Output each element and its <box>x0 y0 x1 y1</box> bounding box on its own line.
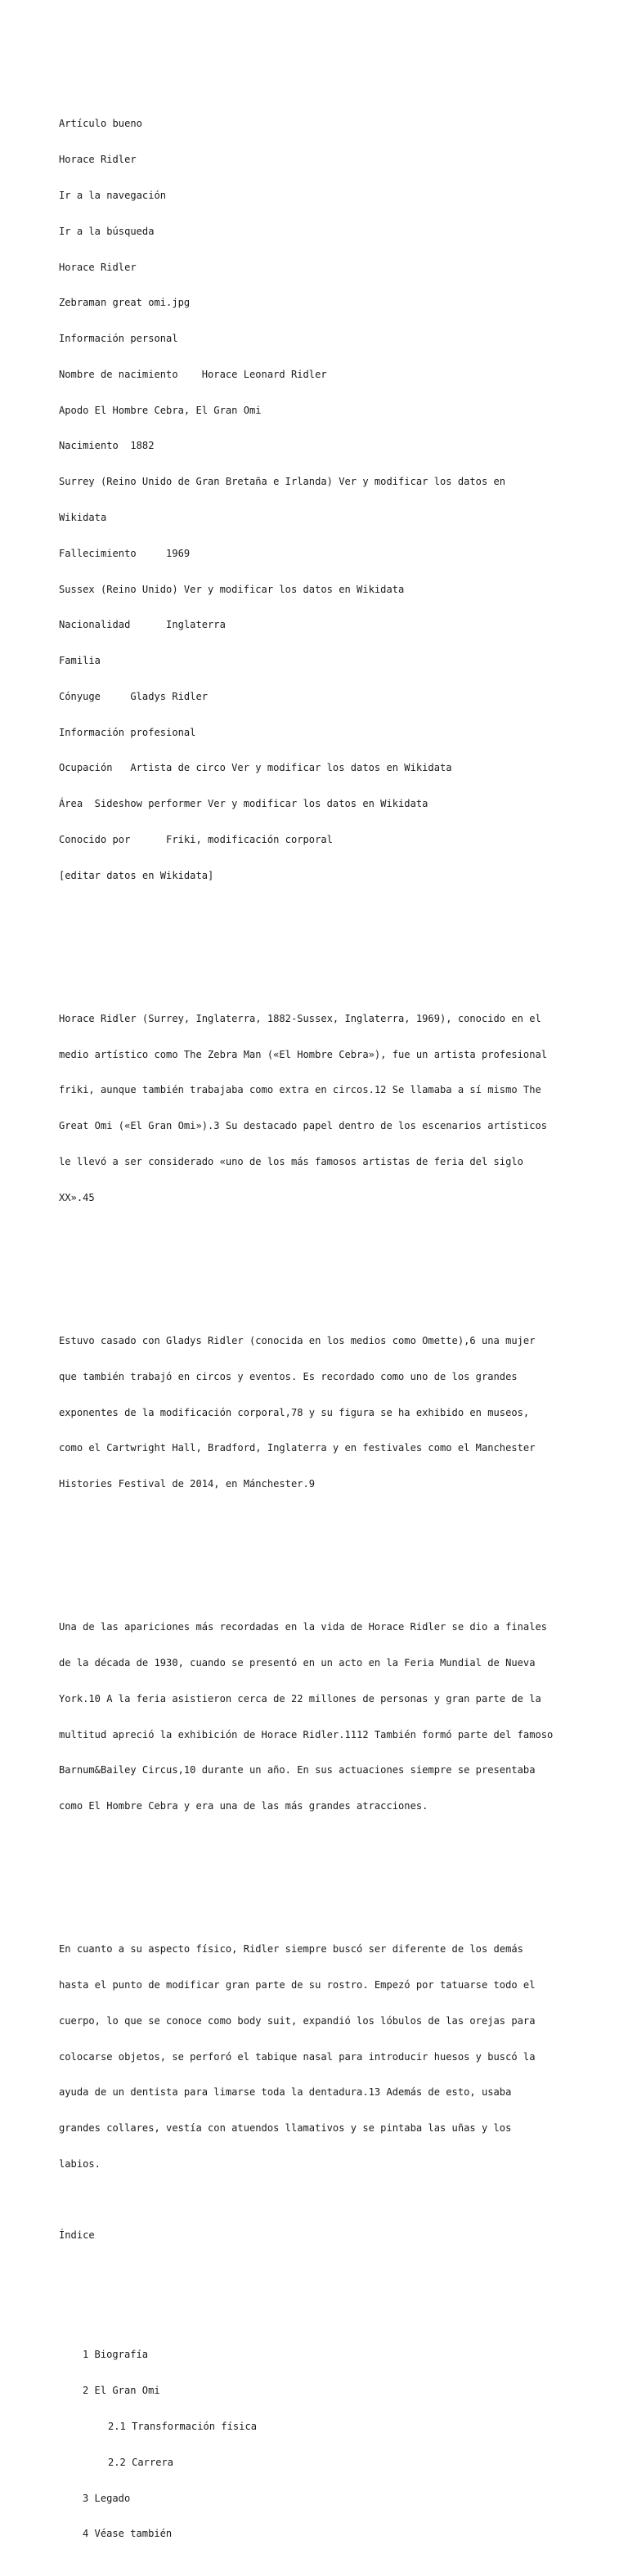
text-line: cuerpo, lo que se conoce como body suit, expandió los lóbulos de las orejas para <box>59 2014 536 2027</box>
text-line: Histories Festival de 2014, en Mánchester.9 <box>59 1478 316 1490</box>
text-line: labios. <box>59 2157 101 2170</box>
document-body <box>59 70 582 2576</box>
paragraph-intro <box>59 989 582 1228</box>
infobox-row: Fallecimiento 1969 <box>59 547 191 559</box>
infobox-row: Sussex (Reino Unido) Ver y modificar los datos en Wikidata <box>59 583 405 595</box>
text-line: Estuvo casado con Gladys Ridler (conocida en los medios como Omette),6 una mujer <box>59 1334 536 1346</box>
text-line: friki, aunque también trabajaba como extra en circos.12 Se llamaba a sí mismo The <box>59 1084 541 1096</box>
paragraph-marriage <box>59 1311 582 1514</box>
infobox-row: Área Sideshow performer Ver y modificar los datos en Wikidata <box>59 798 428 810</box>
text-line: multitud apreció la exhibición de Horace Ridler.1112 También formó parte del famoso <box>59 1728 554 1740</box>
text-line: ayuda de un dentista para limarse toda la dentadura.13 Además de esto, usaba <box>59 2086 512 2099</box>
index-heading: Índice <box>59 2229 95 2242</box>
text-line: como el Cartwright Hall, Bradford, Inglaterra y en festivales como el Manchester <box>59 1442 536 1454</box>
toc-item-carrera[interactable]: 2.2 Carrera <box>108 2456 174 2468</box>
infobox-heading: Información profesional <box>59 726 196 738</box>
toc-item-legado[interactable]: 3 Legado <box>83 2492 131 2504</box>
text-line: colocarse objetos, se perforó el tabique nasal para introducir huesos y buscó la <box>59 2050 536 2063</box>
spacer <box>59 941 582 953</box>
article-title: Horace Ridler <box>59 154 137 166</box>
text-line: le llevó a ser considerado «uno de los más famosos artistas de feria del siglo <box>59 1156 523 1168</box>
spacer <box>59 1872 582 1884</box>
edit-wikidata-link[interactable]: [editar datos en Wikidata] <box>59 869 214 881</box>
text-line: Great Omi («El Gran Omi»).3 Su destacado papel dentro de los escenarios artísticos <box>59 1120 548 1132</box>
infobox-heading: Información personal <box>59 333 178 345</box>
infobox-row: Nacionalidad Inglaterra <box>59 619 226 631</box>
text-line: Horace Ridler (Surrey, Inglaterra, 1882-Sussex, Inglaterra, 1969), conocido en el <box>59 1012 541 1024</box>
toc-item-el-gran-omi[interactable]: 2 El Gran Omi <box>83 2385 160 2397</box>
paragraph-appearance <box>59 1920 582 2194</box>
text-line: XX».45 <box>59 1191 95 1203</box>
spacer <box>59 2278 582 2290</box>
text-line: hasta el punto de modificar gran parte de su rostro. Empezó por tatuarse todo el <box>59 1979 536 1991</box>
infobox-heading: Familia <box>59 655 101 667</box>
infobox-row: Conocido por Friki, modificación corporal <box>59 834 333 845</box>
text-line: que también trabajó en circos y eventos. Es recordado como uno de los grandes <box>59 1370 518 1382</box>
paragraph-appearances <box>59 1597 582 1836</box>
text-line: Una de las apariciones más recordadas en la vida de Horace Ridler se dio a finales <box>59 1621 548 1633</box>
infobox-section <box>59 94 582 905</box>
text-line: York.10 A la feria asistieron cerca de 22 millones de personas y gran parte de la <box>59 1692 541 1705</box>
spacer <box>59 1263 582 1275</box>
infobox-row: Apodo El Hombre Cebra, El Gran Omi <box>59 404 262 416</box>
text-line: de la década de 1930, cuando se presentó en un acto en la Feria Mundial de Nueva <box>59 1656 536 1669</box>
infobox-row: Cónyuge Gladys Ridler <box>59 690 209 702</box>
table-of-contents <box>59 2325 582 2564</box>
toc-item-transformacion[interactable]: 2.1 Transformación física <box>108 2420 258 2432</box>
text-line: como El Hombre Cebra y era una de las más grandes atracciones. <box>59 1800 428 1812</box>
text-line: Barnum&Bailey Circus,10 durante un año. En sus actuaciones siempre se presentaba <box>59 1764 536 1776</box>
toc-item-vease-tambien[interactable]: 4 Véase también <box>83 2528 173 2540</box>
infobox-row: Nombre de nacimiento Horace Leonard Ridler <box>59 368 327 380</box>
text-line: En cuanto a su aspecto físico, Ridler siempre buscó ser diferente de los demás <box>59 1943 523 1956</box>
spacer <box>59 1550 582 1562</box>
skip-to-search-link[interactable]: Ir a la búsqueda <box>59 225 155 237</box>
text-line: grandes collares, vestía con atuendos llamativos y se pintaba las uñas y los <box>59 2122 512 2135</box>
text-line: exponentes de la modificación corporal,78 y su figura se ha exhibido en museos, <box>59 1406 530 1418</box>
toc-item-biografia[interactable]: 1 Biografía <box>83 2349 149 2361</box>
skip-to-navigation-link[interactable]: Ir a la navegación <box>59 189 167 201</box>
image-caption: Zebraman great omi.jpg <box>59 297 191 309</box>
infobox-row: Ocupación Artista de circo Ver y modificar los datos en Wikidata <box>59 762 452 774</box>
infobox-title: Horace Ridler <box>59 261 137 273</box>
text-line: medio artístico como The Zebra Man («El Hombre Cebra»), fue un artista profesional <box>59 1048 548 1060</box>
infobox-row: Wikidata <box>59 511 107 523</box>
infobox-row: Nacimiento 1882 <box>59 440 155 452</box>
infobox-row: Surrey (Reino Unido de Gran Bretaña e Irlanda) Ver y modificar los datos en <box>59 476 506 488</box>
text-line: Artículo bueno <box>59 118 142 130</box>
